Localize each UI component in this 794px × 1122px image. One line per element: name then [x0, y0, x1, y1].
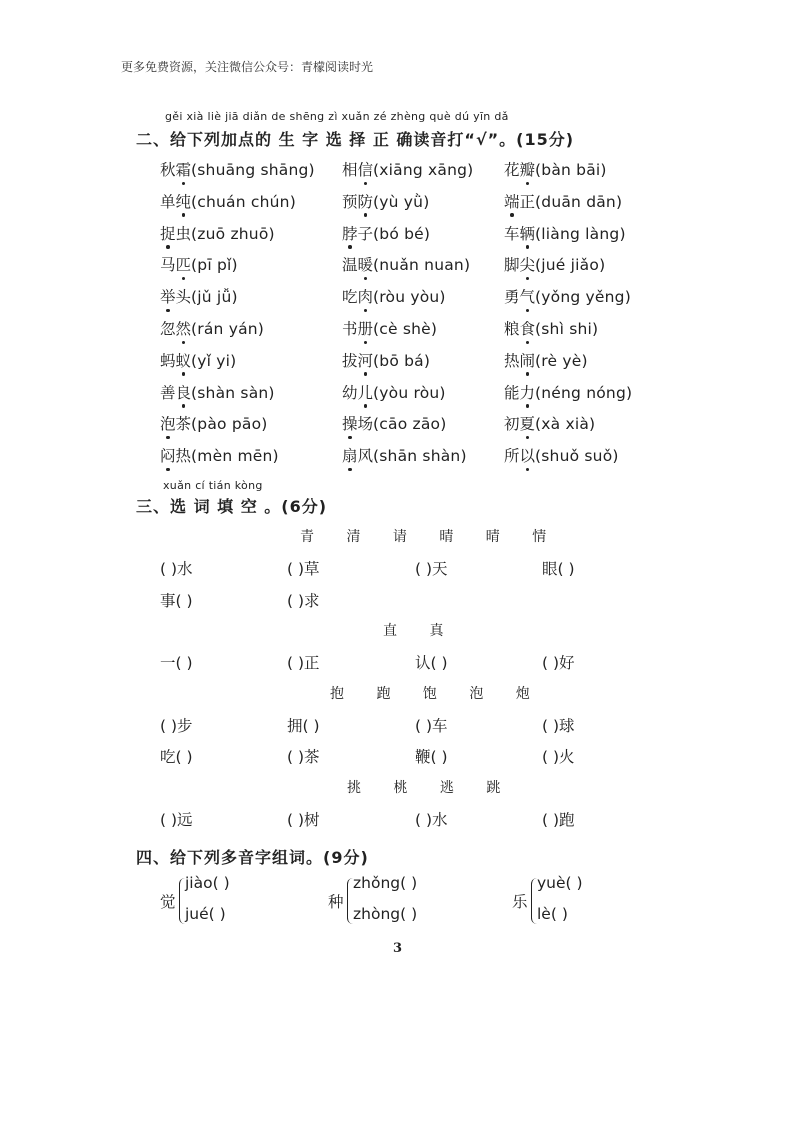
word-part: 风	[357, 447, 374, 466]
dotted-character: 以	[520, 444, 536, 466]
dotted-character: 霜	[176, 158, 192, 180]
pinyin-choice-item	[160, 412, 268, 434]
word-part: 正	[519, 192, 536, 211]
word-choice-group: 直 真	[383, 623, 458, 639]
fill-blank-item[interactable]: ( )球	[542, 716, 575, 735]
pinyin-options: (shàn sàn)	[191, 383, 275, 402]
pinyin-choice-item	[342, 190, 429, 212]
word-part: 单	[160, 192, 176, 211]
pinyin-choice-item	[342, 158, 473, 180]
reading-blank[interactable]: yuè( )	[537, 874, 583, 892]
pinyin-choice-item	[504, 158, 607, 180]
pinyin-choice-item	[160, 381, 275, 403]
fill-blank-item[interactable]: 吃( )	[160, 748, 193, 766]
pinyin-choice-item	[504, 317, 598, 339]
dotted-character: 捉	[160, 222, 176, 244]
pinyin-options: (néng nóng)	[535, 383, 633, 402]
fill-blank-item[interactable]: ( )跑	[542, 810, 575, 829]
dotted-character: 匹	[176, 253, 192, 275]
word-part: 所	[504, 447, 520, 466]
section2-pinyin: gěi xià liè jiā diǎn de shēng zì xuǎn zé zhèng què dú yīn dǎ	[165, 110, 509, 123]
polyphonic-character: 乐	[512, 893, 528, 911]
dotted-character: 防	[358, 190, 374, 212]
word-part: 秋	[160, 161, 176, 179]
word-part: 茶	[175, 415, 192, 434]
word-part: 温	[342, 256, 358, 275]
dotted-character: 操	[342, 412, 358, 434]
pinyin-choice-item	[342, 444, 467, 466]
fill-blank-item[interactable]: 认( )	[415, 654, 448, 672]
reading-blank[interactable]: zhòng( )	[353, 905, 418, 923]
word-part: 忽	[160, 320, 176, 338]
dotted-character: 夏	[520, 412, 536, 434]
pinyin-choice-item	[160, 190, 296, 212]
word-part: 幼	[342, 383, 358, 402]
dotted-character: 肉	[358, 285, 374, 307]
pinyin-choice-item	[342, 349, 430, 371]
word-part: 勇	[504, 288, 520, 307]
dotted-character: 脖	[342, 222, 358, 244]
word-part: 蚂	[160, 351, 176, 370]
pinyin-options: (liàng làng)	[535, 224, 626, 243]
pinyin-options: (shuǒ suǒ)	[535, 447, 619, 466]
pinyin-options: (mèn mēn)	[191, 447, 279, 466]
pinyin-choice-item	[160, 158, 315, 180]
pinyin-options: (cè shè)	[373, 320, 438, 338]
pinyin-options: (bàn bāi)	[535, 161, 607, 179]
section4-title: 四、给下列多音字组词。(9分)	[136, 848, 369, 867]
word-part: 场	[357, 415, 374, 434]
dotted-character: 尖	[520, 253, 536, 275]
word-choice-group: 青 清 请 晴 晴 情	[300, 529, 561, 545]
word-part: 热	[175, 447, 192, 466]
word-part: 脚	[504, 256, 520, 275]
word-choice-group: 挑 桃 逃 跳	[347, 779, 515, 796]
fill-blank-item[interactable]: 鞭( )	[415, 748, 448, 766]
pinyin-options: (yǐ yi)	[191, 351, 237, 370]
pinyin-choice-item	[504, 444, 619, 466]
fill-blank-item[interactable]: ( )火	[542, 748, 575, 766]
pinyin-choice-item	[160, 253, 238, 275]
pinyin-options: (yǒng yěng)	[535, 288, 631, 307]
pinyin-options: (yòu ròu)	[373, 383, 446, 402]
polyphonic-character: 种	[328, 893, 344, 911]
word-part: 子	[357, 224, 374, 243]
pinyin-options: (shì shi)	[535, 320, 599, 338]
pinyin-choice-item	[342, 317, 437, 339]
dotted-character: 气	[520, 285, 536, 307]
word-part: 相	[342, 161, 358, 179]
pinyin-choice-item	[342, 222, 430, 244]
polyphonic-character: 觉	[160, 893, 176, 911]
pinyin-choice-item	[504, 285, 631, 307]
dotted-character: 力	[520, 381, 536, 403]
pinyin-choice-item	[504, 222, 626, 244]
pinyin-choice-item	[504, 381, 632, 403]
pinyin-choice-item	[342, 381, 446, 403]
dotted-character: 闹	[520, 349, 536, 371]
dotted-character: 信	[358, 158, 374, 180]
word-part: 虫	[175, 224, 192, 243]
pinyin-options: (duān dān)	[535, 192, 623, 211]
word-part: 预	[342, 192, 358, 211]
pinyin-options: (pī pǐ)	[191, 256, 238, 275]
dotted-character: 蚁	[176, 349, 192, 371]
word-part: 初	[504, 415, 520, 434]
pinyin-options: (rè yè)	[535, 351, 588, 370]
fill-blank-item[interactable]: ( )步	[160, 716, 193, 735]
section2-title: 二、给下列加点的 生 字 选 择 正 确读音打“√”。(15分)	[136, 130, 575, 149]
word-part: 善	[160, 383, 176, 402]
pinyin-options: (rán yán)	[191, 320, 265, 338]
pinyin-options: (yù yǜ)	[373, 192, 430, 211]
fill-blank-item[interactable]: 事( )	[160, 591, 193, 610]
dotted-character: 河	[358, 349, 374, 371]
dotted-character: 食	[520, 317, 536, 339]
fill-blank-item[interactable]: ( )草	[287, 560, 320, 578]
pinyin-options: (shuāng shāng)	[191, 161, 315, 179]
pinyin-choice-item	[160, 444, 279, 466]
header-source-note: 更多免费资源，关注微信公众号：青檬阅读时光	[121, 60, 374, 74]
word-part: 能	[504, 383, 520, 402]
dotted-character: 册	[358, 317, 374, 339]
pinyin-choice-item	[504, 349, 588, 371]
pinyin-choice-item	[504, 253, 605, 275]
fill-blank-item[interactable]: ( )茶	[287, 748, 320, 766]
word-part: 头	[175, 288, 192, 307]
fill-blank-item[interactable]: ( )天	[415, 560, 448, 578]
dotted-character: 然	[176, 317, 192, 339]
fill-blank-item[interactable]: ( )树	[287, 810, 320, 829]
dotted-character: 纯	[176, 190, 192, 212]
word-part: 车	[504, 224, 520, 243]
fill-blank-item[interactable]: ( )求	[287, 591, 320, 610]
dotted-character: 良	[176, 381, 192, 403]
pinyin-options: (cāo zāo)	[373, 415, 447, 434]
pinyin-options: (chuán chún)	[191, 192, 296, 211]
fill-blank-item[interactable]: ( )水	[415, 810, 448, 829]
pinyin-choice-item	[342, 285, 446, 307]
pinyin-options: (bō bá)	[373, 351, 431, 370]
pinyin-choice-item	[160, 285, 238, 307]
pinyin-choice-item	[160, 222, 275, 244]
pinyin-choice-item	[504, 190, 622, 212]
fill-blank-item[interactable]: 眼( )	[542, 560, 575, 578]
pinyin-choice-item	[342, 412, 446, 434]
dotted-character: 泡	[160, 412, 176, 434]
section3-title: 三、选 词 填 空 。(6分)	[136, 497, 328, 516]
reading-blank[interactable]: jiào( )	[185, 874, 230, 892]
fill-blank-item[interactable]: ( )正	[287, 654, 320, 672]
dotted-character: 扇	[342, 444, 358, 466]
pinyin-choice-item	[342, 253, 470, 275]
pinyin-options: (jué jiǎo)	[535, 256, 606, 275]
pinyin-choice-item	[160, 317, 264, 339]
pinyin-options: (xà xià)	[535, 415, 596, 434]
fill-blank-item[interactable]: 拥( )	[287, 716, 320, 735]
dotted-character: 辆	[520, 222, 536, 244]
fill-blank-item[interactable]: ( )远	[160, 810, 193, 829]
pinyin-options: (xiāng xāng)	[373, 161, 474, 179]
word-part: 马	[160, 256, 176, 275]
reading-blank[interactable]: zhǒng( )	[353, 874, 418, 892]
pinyin-options: (pào pāo)	[191, 415, 268, 434]
dotted-character: 儿	[358, 381, 374, 403]
pinyin-options: (zuō zhuō)	[191, 224, 275, 243]
word-part: 拔	[342, 351, 358, 370]
fill-blank-item[interactable]: ( )好	[542, 654, 575, 672]
dotted-character: 举	[160, 285, 176, 307]
reading-blank[interactable]: jué( )	[185, 905, 226, 923]
pinyin-options: (bó bé)	[373, 224, 431, 243]
word-part: 粮	[504, 320, 520, 338]
page-number: 3	[393, 941, 403, 956]
fill-blank-item[interactable]: ( )水	[160, 560, 193, 578]
word-part: 书	[342, 320, 358, 338]
fill-blank-item[interactable]: 一( )	[160, 654, 193, 672]
word-part: 吃	[342, 288, 358, 307]
pinyin-options: (jǔ jǚ)	[191, 288, 238, 307]
reading-blank[interactable]: lè( )	[537, 905, 568, 923]
word-part: 花	[504, 161, 520, 179]
pinyin-choice-item	[160, 349, 236, 371]
dotted-character: 瓣	[520, 158, 536, 180]
section3-pinyin: xuǎn cí tián kòng	[163, 479, 263, 492]
fill-blank-item[interactable]: ( )车	[415, 716, 448, 735]
dotted-character: 闷	[160, 444, 176, 466]
pinyin-options: (ròu yòu)	[373, 288, 446, 307]
pinyin-options: (nuǎn nuan)	[373, 256, 471, 275]
word-choice-group: 抱 跑 饱 泡 炮	[330, 685, 544, 702]
pinyin-choice-item	[504, 412, 595, 434]
pinyin-options: (shān shàn)	[373, 447, 467, 466]
dotted-character: 暖	[358, 253, 374, 275]
word-part: 热	[504, 351, 520, 370]
dotted-character: 端	[504, 190, 520, 212]
